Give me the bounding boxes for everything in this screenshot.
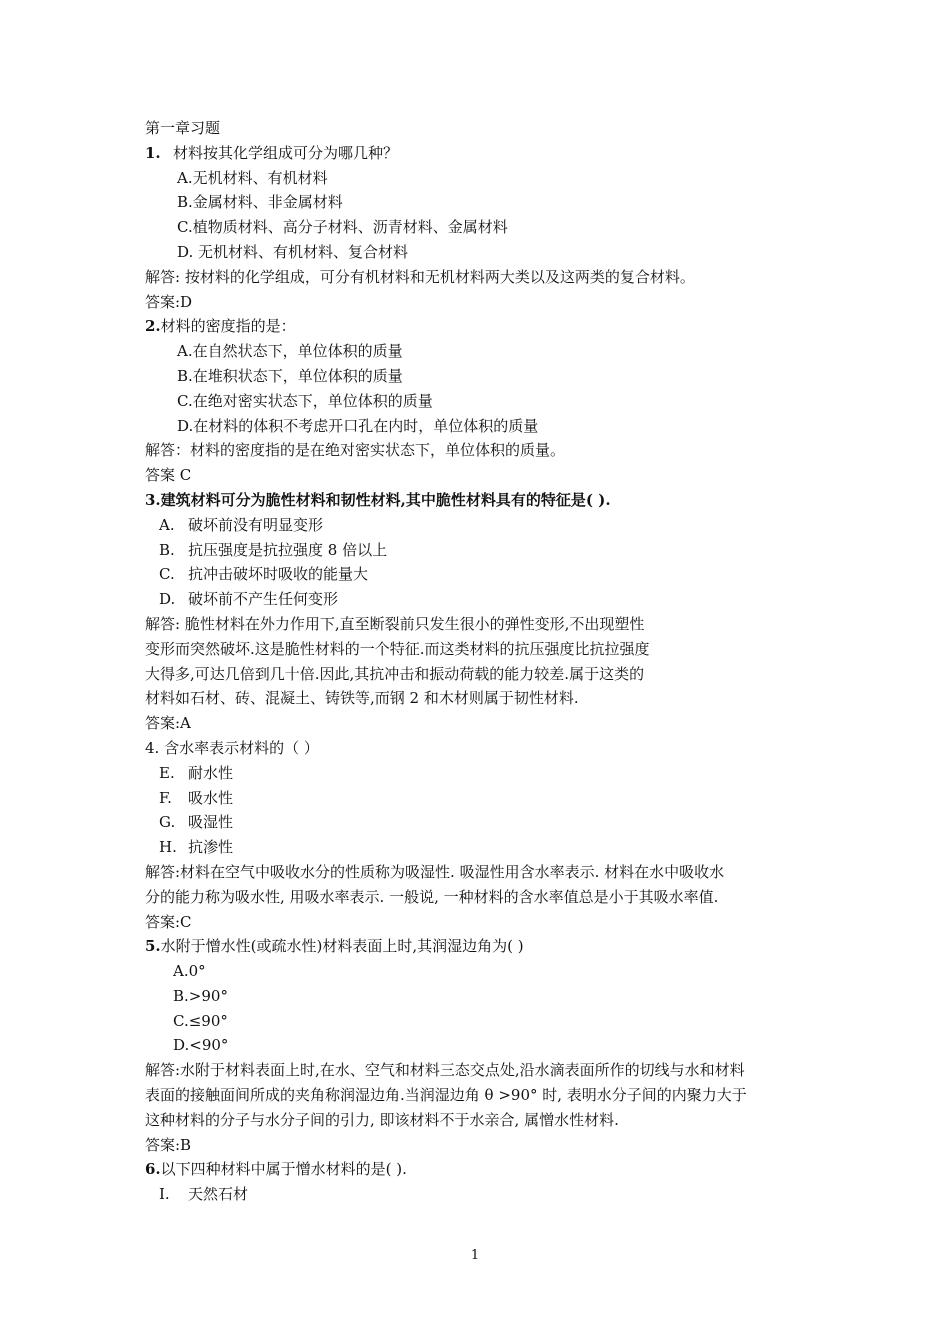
question-number: 2. <box>145 317 161 336</box>
explanation-line: 材料如石材、砖、混凝土、铸铁等,而钢 2 和木材则属于韧性材料. <box>145 689 579 708</box>
question-text: 材料按其化学组成可分为哪几种？ <box>173 143 399 162</box>
explanation-line: 变形而突然破坏.这是脆性材料的一个特征.而这类材料的抗压强度比抗拉强度 <box>145 639 650 658</box>
explanation-line: 解答:水附于材料表面上时,在水、空气和材料三态交点处,沿水滴表面所作的切线与水和材料 <box>145 1061 745 1080</box>
option: A.无机材料、有机材料 <box>177 168 328 187</box>
answer: 答案:D <box>145 292 193 311</box>
explanation-line: 解答: 脆性材料在外力作用下,直至断裂前只发生很小的弹性变形,不出现塑性 <box>145 614 645 633</box>
option: C.植物质材料、高分子材料、沥青材料、金属材料 <box>177 218 508 237</box>
option: B.>90° <box>173 986 228 1005</box>
explanation: 解答：材料的密度指的是在绝对密实状态下，单位体积的质量。 <box>145 441 566 460</box>
question-number: 3. <box>145 490 161 509</box>
explanation-line: 解答:材料在空气中吸收水分的性质称为吸湿性. 吸湿性用含水率表示. 材料在水中吸收水 <box>145 862 725 881</box>
option: D.<90° <box>173 1036 229 1055</box>
option: G. 吸湿性 <box>145 810 825 835</box>
option-letter: C. <box>159 565 175 584</box>
option: D. 破坏前不产生任何变形 <box>145 587 825 612</box>
question-3 <box>145 488 825 513</box>
question-1 <box>145 141 825 166</box>
question-5 <box>145 934 825 959</box>
option-letter: E. <box>159 763 175 782</box>
question-text: 建筑材料可分为脆性材料和韧性材料,其中脆性材料具有的特征是( ). <box>160 490 611 509</box>
option: E. 耐水性 <box>145 761 825 786</box>
explanation-line: 这种材料的分子与水分子间的引力, 即该材料不于水亲合, 属憎水性材料. <box>145 1110 619 1129</box>
answer: 答案:C <box>145 912 192 931</box>
page-number: 1 <box>470 1248 480 1263</box>
option-letter: H. <box>159 838 177 857</box>
option-letter: B. <box>159 540 175 559</box>
option-letter: D. <box>159 590 176 609</box>
option: B. 抗压强度是抗拉强度 8 倍以上 <box>145 538 825 563</box>
option-letter: A. <box>159 515 175 534</box>
question-number: 1. <box>145 143 161 162</box>
option: C.≤90° <box>173 1011 228 1030</box>
option: D. 无机材料、有机材料、复合材料 <box>177 242 409 261</box>
option: C. 抗冲击破坏时吸收的能量大 <box>145 562 825 587</box>
question-4: 4. 含水率表示材料的（ ） <box>145 738 319 757</box>
question-6 <box>145 1157 825 1182</box>
answer: 答案 C <box>145 466 192 485</box>
option: I. 天然石材 <box>145 1182 825 1207</box>
option-letter: F. <box>159 788 172 807</box>
option: A.在自然状态下，单位体积的质量 <box>177 342 403 361</box>
question-number: 6. <box>145 1160 161 1179</box>
explanation: 解答: 按材料的化学组成，可分有机材料和无机材料两大类以及这两类的复合材料。 <box>145 267 695 286</box>
question-2 <box>145 314 825 339</box>
option: A. 破坏前没有明显变形 <box>145 513 825 538</box>
option: H. 抗渗性 <box>145 835 825 860</box>
explanation-line: 大得多,可达几倍到几十倍.因此,其抗冲击和振动荷载的能力较差.属于这类的 <box>145 664 645 683</box>
explanation-line: 分的能力称为吸水性, 用吸水率表示. 一般说, 一种材料的含水率值总是小于其吸水率值. <box>145 887 719 906</box>
question-text: 材料的密度指的是： <box>160 317 296 336</box>
question-number: 5. <box>145 937 161 956</box>
answer: 答案:B <box>145 1135 192 1154</box>
option: B.金属材料、非金属材料 <box>177 193 343 212</box>
option: A.0° <box>173 962 206 981</box>
question-text: 以下四种材料中属于憎水材料的是( ). <box>160 1160 407 1179</box>
question-text: 水附于憎水性(或疏水性)材料表面上时,其润湿边角为( ) <box>160 937 524 956</box>
document-page <box>145 116 825 1207</box>
option-letter: G. <box>159 813 176 832</box>
answer: 答案:A <box>145 714 191 733</box>
option: D.在材料的体积不考虑开口孔在内时，单位体积的质量 <box>177 416 539 435</box>
explanation-line: 表面的接触面间所成的夹角称润湿边角.当润湿边角 θ >90° 时, 表明水分子间的内聚力大于 <box>145 1086 747 1105</box>
option: B.在堆积状态下，单位体积的质量 <box>177 366 403 385</box>
option: F. 吸水性 <box>145 786 825 811</box>
option-letter: I. <box>159 1185 170 1204</box>
chapter-title: 第一章习题 <box>145 119 221 137</box>
option: C.在绝对密实状态下，单位体积的质量 <box>177 391 433 410</box>
